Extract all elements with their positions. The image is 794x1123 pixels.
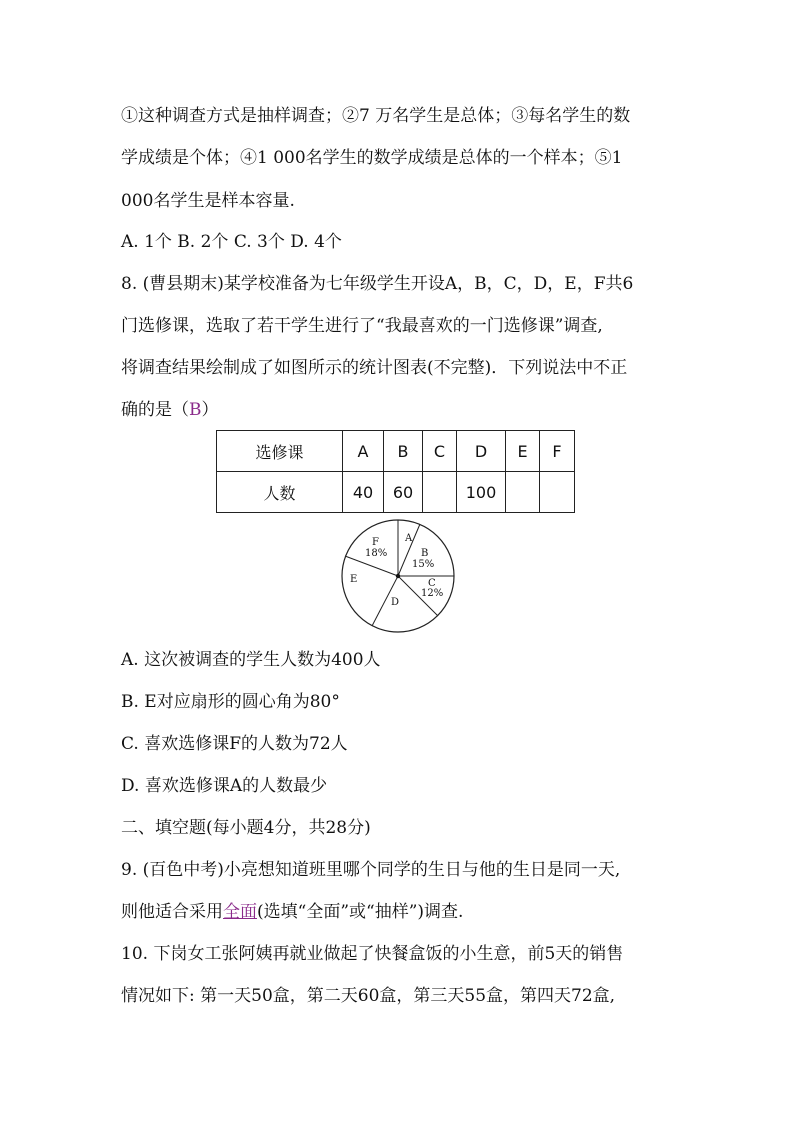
text-line: 000名学生是样本容量. xyxy=(121,191,295,211)
table-header-row xyxy=(217,431,575,472)
pie-label-d: D xyxy=(391,597,400,608)
question-8-line: 8. (曹县期末)某学校准备为七年级学生开设A，B，C，D，E，F共6 xyxy=(121,274,634,294)
pie-center-dot xyxy=(396,574,400,578)
q8-suffix: ） xyxy=(201,400,219,420)
q9-answer: 全面 xyxy=(223,902,257,922)
q8-prefix: 确的是（ xyxy=(121,400,189,420)
pie-label-b: B xyxy=(421,548,429,559)
question-8-line: 门选修课，选取了若干学生进行了“我最喜欢的一门选修课”调查, xyxy=(121,316,603,336)
pie-label-f-pct: 18% xyxy=(365,548,388,559)
option-c: C. 喜欢选修课F的人数为72人 xyxy=(121,734,348,754)
table-cell xyxy=(423,472,457,513)
q8-answer: B xyxy=(189,400,202,420)
pie-label-c-pct: 12% xyxy=(421,588,444,599)
text-line: 学成绩是个体；④1 000名学生的数学成绩是总体的一个样本；⑤1 xyxy=(121,148,623,168)
q9-prefix: 则他适合采用 xyxy=(121,902,223,922)
table-cell xyxy=(506,472,540,513)
question-10-line: 情况如下: 第一天50盒，第二天60盒，第三天55盒，第四天72盒, xyxy=(121,986,616,1006)
table-cell: 100 xyxy=(457,472,506,513)
table-cell: 选修课 xyxy=(217,431,343,472)
table-cell: F xyxy=(540,431,575,472)
table-cell: E xyxy=(506,431,540,472)
pie-label-c: C xyxy=(428,578,436,589)
pie-divider xyxy=(345,556,398,576)
table-cell: A xyxy=(343,431,384,472)
table-cell: D xyxy=(457,431,506,472)
option-d: D. 喜欢选修课A的人数最少 xyxy=(121,776,328,796)
answer-options-line: A. 1个 B. 2个 C. 3个 D. 4个 xyxy=(121,232,342,252)
pie-label-b-pct: 15% xyxy=(412,559,435,570)
table-cell xyxy=(540,472,575,513)
question-8-line: 将调查结果绘制成了如图所示的统计图表(不完整)．下列说法中不正 xyxy=(121,358,628,378)
question-10-line: 10. 下岗女工张阿姨再就业做起了快餐盒饭的小生意，前5天的销售 xyxy=(121,944,624,964)
pie-label-f: F xyxy=(372,537,379,548)
table-cell: C xyxy=(423,431,457,472)
table-cell: 人数 xyxy=(217,472,343,513)
pie-chart xyxy=(338,516,458,636)
pie-label-e: E xyxy=(350,574,358,585)
section-heading: 二、填空题(每小题4分，共28分) xyxy=(121,818,371,838)
question-9-line: 9. (百色中考)小亮想知道班里哪个同学的生日与他的生日是同一天, xyxy=(121,860,621,880)
table-cell: 60 xyxy=(384,472,423,513)
option-a: A. 这次被调查的学生人数为400人 xyxy=(121,650,381,670)
table-cell: 40 xyxy=(343,472,384,513)
pie-label-a: A xyxy=(405,533,413,544)
table-cell: B xyxy=(384,431,423,472)
q9-suffix: (选填“全面”或“抽样”)调查. xyxy=(257,902,464,922)
text-line: ①这种调查方式是抽样调查；②7 万名学生是总体；③每名学生的数 xyxy=(121,106,631,126)
table-row xyxy=(217,472,575,513)
option-b: B. E对应扇形的圆心角为80° xyxy=(121,692,340,712)
question-8-line xyxy=(121,398,219,422)
survey-table xyxy=(216,430,575,513)
question-9-line xyxy=(121,900,463,924)
